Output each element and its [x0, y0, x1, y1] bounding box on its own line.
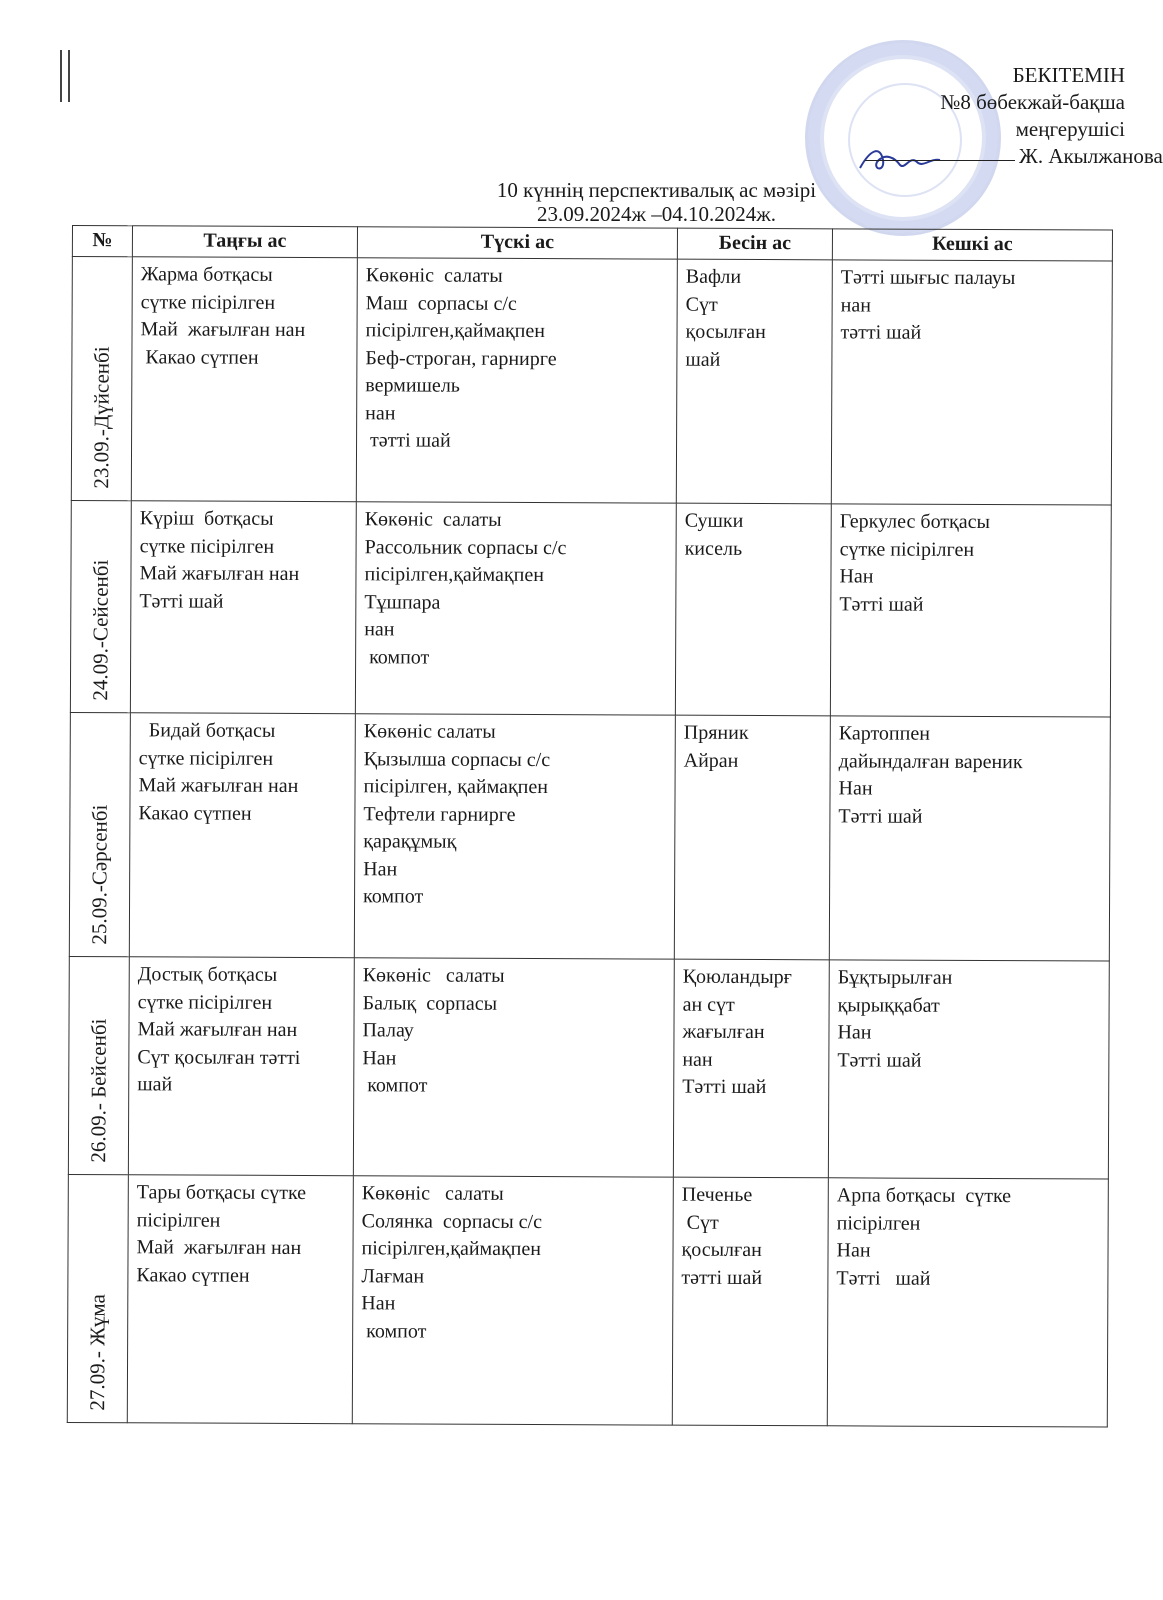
snack-item: Пряник	[683, 721, 749, 744]
breakfast-item: сүтке пісірілген	[139, 534, 275, 558]
table-header-row	[72, 226, 1112, 262]
dinner-item: Картоппен	[838, 722, 930, 745]
dinner-item: Геркулес ботқасы	[839, 510, 991, 534]
lunch-item: Тұшпара	[364, 590, 441, 614]
breakfast-item: сүтке пісірілген	[140, 290, 276, 314]
table-row	[68, 956, 1109, 1179]
day-cell	[69, 712, 130, 956]
lunch-item: Нан	[362, 1046, 397, 1069]
breakfast-item: сүтке пісірілген	[138, 746, 274, 770]
lunch-cell	[356, 258, 677, 503]
breakfast-item: Май жағылған нан	[136, 1236, 302, 1260]
lunch-item: пісірілген,қаймақпен	[361, 1237, 542, 1261]
lunch-item: нан	[364, 618, 395, 641]
breakfast-item: Май жағылған нан	[138, 774, 299, 797]
lunch-item: қарақұмық	[363, 830, 457, 853]
col-lunch: Түскі ас	[357, 227, 677, 259]
lunch-item: компот	[364, 645, 430, 669]
approval-signature-line	[865, 143, 1163, 170]
breakfast-item: пісірілген	[136, 1208, 221, 1232]
dinner-item: пісірілген	[836, 1211, 921, 1235]
day-label: 27.09.- Жұма	[84, 1293, 110, 1411]
dinner-item: Тәтті шай	[839, 592, 924, 616]
menu-date-range: 23.09.2024ж –04.10.2024ж.	[536, 202, 777, 226]
dinner-cell	[830, 504, 1111, 717]
breakfast-item: Май жағылған нан	[140, 318, 306, 342]
dinner-item: нан	[840, 293, 872, 316]
snack-item: тәтті шай	[681, 1266, 763, 1289]
snack-cell	[673, 959, 829, 1178]
breakfast-cell	[129, 713, 355, 958]
snack-item: Сушки	[684, 509, 744, 532]
lunch-item: компот	[361, 1319, 427, 1343]
breakfast-item: Жарма ботқасы	[140, 263, 273, 286]
dinner-item: Тәтті шығыс палауы	[840, 266, 1016, 290]
breakfast-item: Какао сүтпен	[140, 345, 259, 369]
day-label: 24.09.-Сейсенбі	[87, 559, 113, 701]
day-label: 25.09.-Сәрсенбі	[86, 804, 112, 945]
approval-title: БЕКІТЕМІН	[1012, 63, 1125, 87]
lunch-item: нан	[365, 401, 396, 424]
breakfast-item: Достық ботқасы	[137, 963, 278, 986]
lunch-item: Нан	[363, 857, 398, 880]
dinner-cell	[831, 260, 1112, 505]
lunch-item: Солянка сорпасы с/с	[361, 1209, 543, 1233]
day-cell	[68, 956, 129, 1174]
col-dinner: Кешкі ас	[832, 229, 1112, 261]
breakfast-item: Какао сүтпен	[136, 1263, 250, 1287]
dinner-item: Нан	[839, 565, 874, 588]
breakfast-item: Тәтті шай	[139, 589, 224, 613]
lunch-item: компот	[363, 885, 424, 908]
breakfast-item: сүтке пісірілген	[137, 990, 273, 1014]
table-row	[67, 1174, 1108, 1427]
lunch-item: тәтті шай	[365, 429, 451, 452]
lunch-cell	[353, 958, 674, 1177]
dinner-cell	[829, 716, 1110, 961]
lunch-item: Көкөніс салаты	[361, 1182, 504, 1205]
breakfast-item: Какао сүтпен	[138, 801, 252, 825]
dinner-item: қырыққабат	[837, 993, 940, 1017]
approval-org: №8 бөбекжай-бақша	[940, 90, 1125, 114]
lunch-item: Палау	[362, 1019, 414, 1042]
dinner-item: Арпа ботқасы сүтке	[836, 1184, 1012, 1208]
dinner-item: Тәтті шай	[836, 1266, 931, 1290]
day-label: 26.09.- Бейсенбі	[85, 1018, 111, 1163]
lunch-item: Маш сорпасы с/с	[365, 291, 517, 315]
lunch-item: Көкөніс салаты	[362, 964, 505, 987]
day-cell	[71, 257, 132, 501]
snack-item: Қоюландырғ	[682, 965, 792, 989]
snack-item: Сүт	[685, 293, 718, 316]
lunch-item: Беф-строган, гарнирге	[365, 346, 557, 370]
breakfast-item: Май жағылған нан	[139, 562, 300, 585]
snack-item: Тәтті шай	[682, 1075, 767, 1099]
snack-item: шай	[685, 348, 721, 371]
page-corner-mark	[60, 50, 70, 102]
snack-item: Вафли	[685, 265, 742, 288]
dinner-item: Бұқтырылған	[837, 966, 953, 989]
col-number: №	[72, 226, 132, 257]
lunch-item: Рассольник сорпасы с/с	[364, 535, 567, 559]
snack-cell	[672, 1177, 828, 1426]
snack-cell	[676, 259, 832, 504]
approval-block	[865, 62, 1163, 170]
lunch-item: Көкөніс салаты	[363, 720, 496, 743]
lunch-item: компот	[362, 1074, 428, 1097]
table-row	[69, 712, 1110, 961]
snack-item: Печенье	[681, 1183, 753, 1206]
approval-position: меңгерушісі	[1015, 117, 1125, 141]
lunch-item: Қызылша сорпасы с/с	[363, 747, 551, 771]
lunch-item: вермишель	[365, 374, 460, 397]
lunch-cell	[355, 502, 676, 715]
breakfast-item: Күріш ботқасы	[139, 507, 274, 530]
dinner-cell	[828, 960, 1109, 1179]
snack-item: кисель	[684, 537, 743, 560]
table-row	[70, 500, 1111, 717]
day-cell	[70, 500, 131, 712]
snack-item: ан сүт	[682, 993, 735, 1016]
col-breakfast: Таңғы ас	[132, 226, 357, 258]
col-snack: Бесін ас	[677, 228, 832, 260]
snack-item: Сүт	[681, 1211, 719, 1234]
breakfast-cell	[130, 501, 356, 714]
snack-item: қосылған	[685, 320, 766, 344]
breakfast-item: шай	[137, 1073, 173, 1096]
day-label: 23.09.-Дүйсенбі	[88, 345, 114, 489]
dinner-item: сүтке пісірілген	[839, 537, 975, 561]
lunch-item: Балық сорпасы	[362, 991, 498, 1015]
menu-title: 10 күннің перспективалық ас мәзірі	[496, 178, 817, 202]
snack-item: жағылған	[682, 1020, 765, 1044]
lunch-cell	[354, 714, 675, 959]
table-row	[71, 257, 1112, 506]
snack-item: қосылған	[681, 1238, 762, 1262]
lunch-item: Көкөніс салаты	[365, 264, 503, 287]
dinner-item: Нан	[838, 777, 873, 800]
breakfast-item: Сүт қосылған тәтті	[137, 1045, 301, 1069]
approval-name: Ж. Акылжанова	[1019, 144, 1163, 168]
snack-item: Айран	[683, 749, 739, 772]
document-title	[0, 178, 1163, 226]
day-cell	[67, 1174, 128, 1422]
lunch-item: Лағман	[361, 1264, 425, 1288]
lunch-item: пісірілген,қаймақпен	[365, 319, 546, 343]
lunch-item: Тефтели гарнирге	[363, 802, 516, 826]
breakfast-cell	[128, 957, 354, 1176]
menu-table	[67, 225, 1113, 1428]
breakfast-item: Май жағылған нан	[137, 1018, 298, 1041]
dinner-item: Нан	[837, 1021, 872, 1044]
lunch-item: пісірілген, қаймақпен	[363, 775, 549, 799]
dinner-item: тәтті шай	[840, 321, 922, 344]
breakfast-cell	[131, 257, 357, 502]
dinner-item: Нан	[836, 1239, 871, 1262]
dinner-item: Тәтті шай	[838, 804, 923, 828]
dinner-cell	[827, 1178, 1108, 1427]
snack-cell	[675, 503, 831, 716]
lunch-item: Нан	[361, 1292, 396, 1315]
lunch-item: Көкөніс салаты	[364, 508, 502, 531]
breakfast-item: Тары ботқасы сүтке	[136, 1181, 307, 1205]
snack-cell	[674, 715, 830, 960]
lunch-item: пісірілген,қаймақпен	[364, 563, 544, 587]
breakfast-item: Бидай ботқасы	[138, 719, 276, 742]
dinner-item: Тәтті шай	[837, 1048, 922, 1072]
snack-item: нан	[682, 1048, 713, 1071]
dinner-item: дайындалған вареник	[838, 749, 1023, 773]
breakfast-cell	[127, 1175, 353, 1424]
lunch-cell	[352, 1176, 673, 1425]
